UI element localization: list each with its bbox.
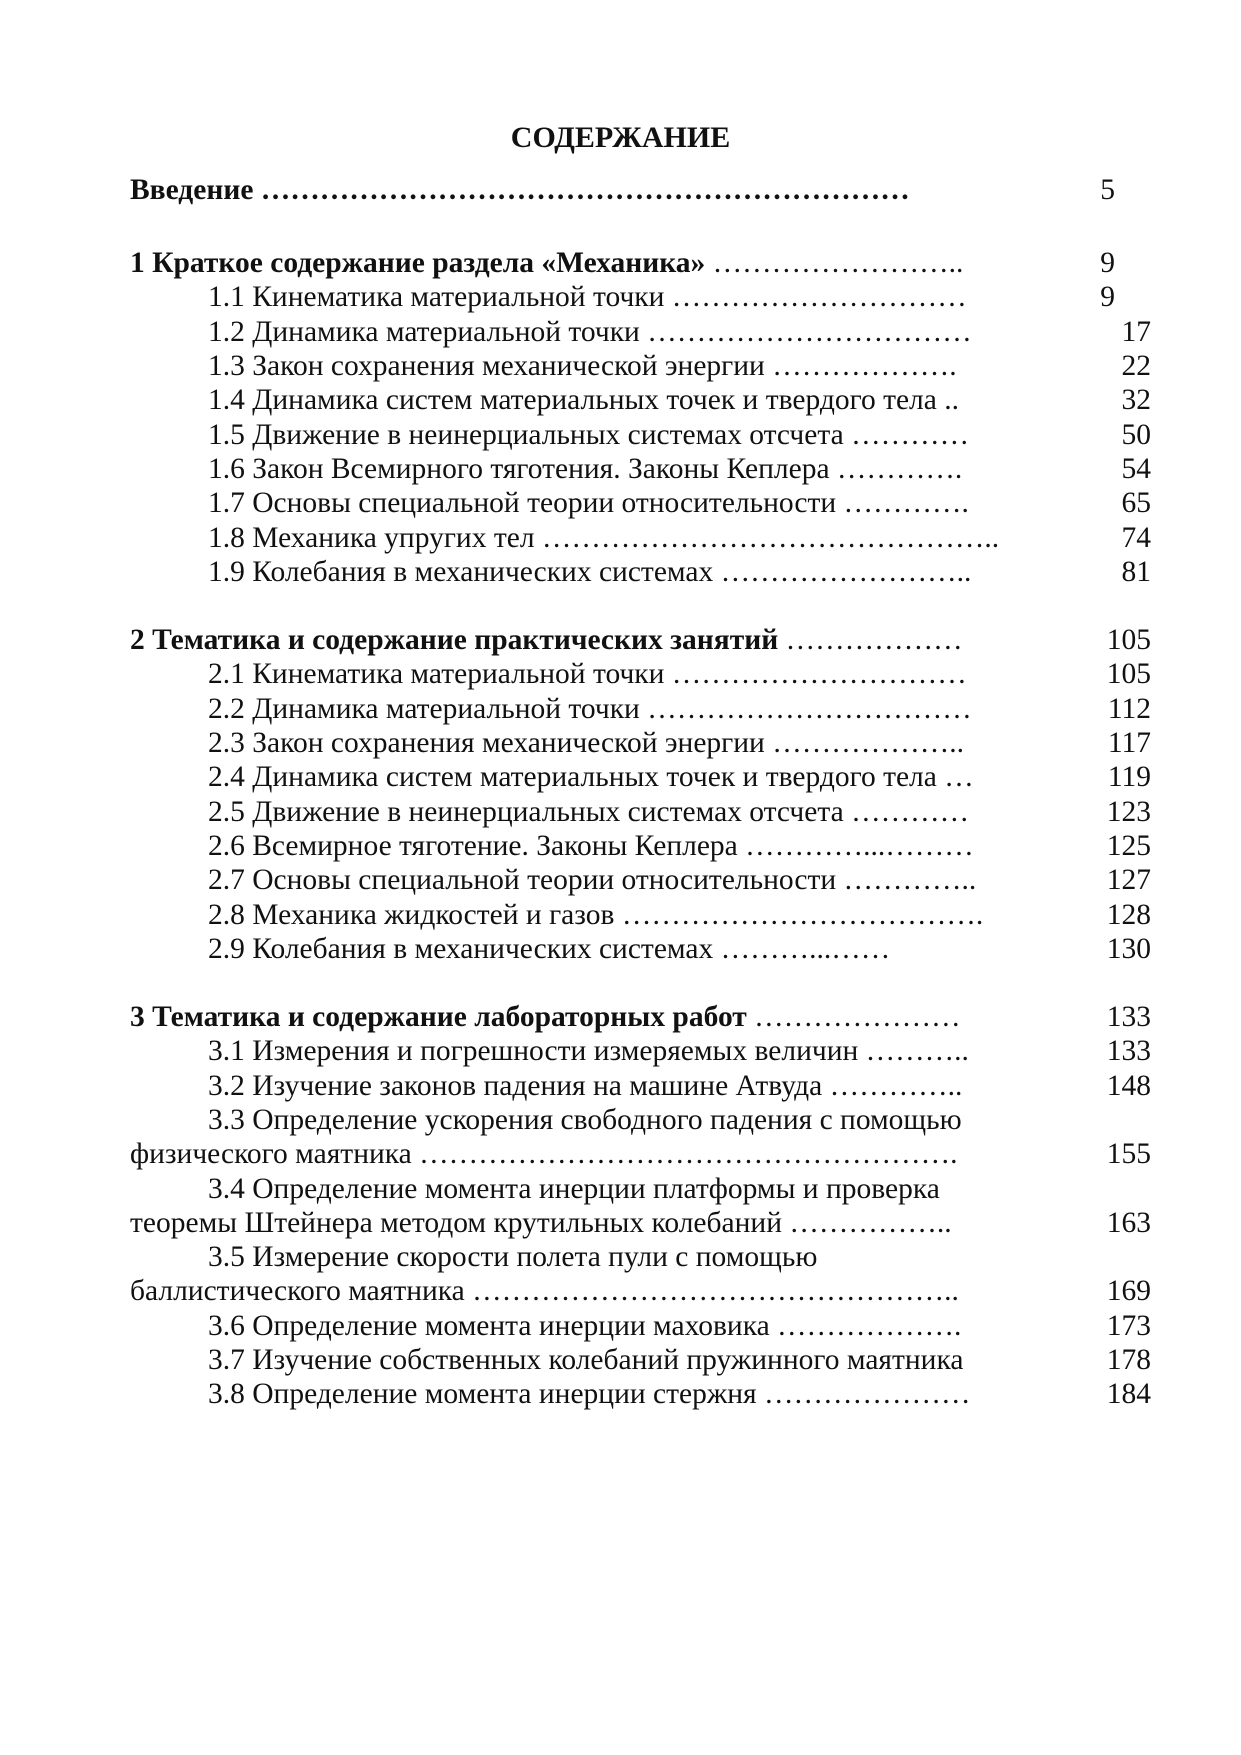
- toc-entry-3-4-line1[interactable]: [130, 1170, 1151, 1208]
- toc-entry-3-3-line1[interactable]: [130, 1101, 1151, 1139]
- entry-title: баллистического маятника …………………………………………..: [130, 1275, 959, 1307]
- toc-entry-2-3[interactable]: [130, 724, 1151, 762]
- entry-title: 1.4 Динамика систем материальных точек и твердого тела ..: [208, 384, 959, 416]
- toc-entry-3-8[interactable]: [130, 1375, 1151, 1413]
- page-number: 74: [1121, 522, 1151, 554]
- page-number: 117: [1107, 727, 1151, 759]
- page-number: 173: [1106, 1310, 1151, 1342]
- entry-title: физического маятника ……………………………………………….: [130, 1138, 958, 1170]
- entry-title: 2.7 Основы специальной теории относительности …………..: [208, 864, 977, 896]
- toc-entry-3-1[interactable]: [130, 1032, 1151, 1070]
- entry-title: 1.7 Основы специальной теории относительности ………….: [208, 487, 969, 519]
- toc-entry-1-5[interactable]: [130, 416, 1151, 454]
- page-number: 50: [1121, 419, 1151, 451]
- page-number: 105: [1106, 624, 1151, 656]
- page-number: 148: [1106, 1070, 1151, 1102]
- page-title: СОДЕРЖАНИЕ: [510, 121, 731, 154]
- entry-title: 3.7 Изучение собственных колебаний пружинного маятника: [208, 1344, 964, 1376]
- toc-section-2[interactable]: [130, 621, 1151, 659]
- page-number: 155: [1106, 1138, 1151, 1170]
- page-number: 184: [1106, 1378, 1151, 1410]
- entry-title: 3.2 Изучение законов падения на машине Атвуда …………..: [208, 1070, 963, 1102]
- toc-entry-3-5-line1[interactable]: [130, 1238, 1151, 1276]
- page-number: 133: [1106, 1035, 1151, 1067]
- entry-title: 3.8 Определение момента инерции стержня …………………: [208, 1378, 971, 1410]
- toc-entry-3-6[interactable]: [130, 1307, 1151, 1345]
- entry-title: 2.8 Механика жидкостей и газов ……………………………….: [208, 899, 984, 931]
- page-number: 81: [1121, 556, 1151, 588]
- entry-title: 2.9 Колебания в механических системах ………...……: [208, 933, 891, 965]
- toc-entry-2-9[interactable]: [130, 930, 1151, 968]
- page-number: 105: [1106, 658, 1151, 690]
- entry-title: 1 Краткое содержание раздела «Механика» ……………………..: [130, 247, 964, 279]
- page-number: 54: [1121, 453, 1151, 485]
- page-number: 9: [1100, 247, 1115, 279]
- page-number: 178: [1106, 1344, 1151, 1376]
- page-number: 128: [1106, 899, 1151, 931]
- entry-title: 2.4 Динамика систем материальных точек и твердого тела …: [208, 761, 974, 793]
- entry-title: 3.4 Определение момента инерции платформы и проверка: [208, 1173, 940, 1205]
- entry-title: 3.3 Определение ускорения свободного падения с помощью: [208, 1104, 962, 1136]
- entry-title: 1.6 Закон Всемирного тяготения. Законы Кеплера ………….: [208, 453, 963, 485]
- page-number: 5: [1100, 174, 1115, 206]
- toc-entry-3-3-line2[interactable]: [130, 1135, 1151, 1173]
- entry-title: 2 Тематика и содержание практических занятий ………………: [130, 624, 963, 656]
- entry-title: 2.6 Всемирное тяготение. Законы Кеплера …………...………: [208, 830, 974, 862]
- entry-title: 1.3 Закон сохранения механической энергии ……………….: [208, 350, 957, 382]
- toc-section-1[interactable]: [130, 244, 1151, 282]
- toc-entry-2-7[interactable]: [130, 861, 1151, 899]
- page-number: 133: [1106, 1001, 1151, 1033]
- entry-title: 2.2 Динамика материальной точки ……………………………: [208, 693, 972, 725]
- toc-entry-2-4[interactable]: [130, 758, 1151, 796]
- page-number: 130: [1106, 933, 1151, 965]
- page-number: 32: [1121, 384, 1151, 416]
- entry-title: 1.2 Динамика материальной точки ……………………………: [208, 316, 972, 348]
- page-number: 112: [1107, 693, 1151, 725]
- toc-entry-1-7[interactable]: [130, 484, 1151, 522]
- toc-entry-1-4[interactable]: [130, 381, 1151, 419]
- page-number: 119: [1107, 761, 1151, 793]
- toc-entry-1-2[interactable]: [130, 313, 1151, 351]
- entry-title: Введение …………………………………………………………: [130, 174, 910, 206]
- page-number: 22: [1121, 350, 1151, 382]
- entry-title: 1.1 Кинематика материальной точки …………………………: [208, 281, 967, 313]
- page-number: 127: [1106, 864, 1151, 896]
- page-number: 9: [1100, 281, 1115, 313]
- entry-title: 3.5 Измерение скорости полета пули с помощью: [208, 1241, 818, 1273]
- entry-title: 2.5 Движение в неинерциальных системах отсчета …………: [208, 796, 970, 828]
- page-number: 17: [1121, 316, 1151, 348]
- entry-title: 2.1 Кинематика материальной точки …………………………: [208, 658, 967, 690]
- page-number: 125: [1106, 830, 1151, 862]
- entry-title: теоремы Штейнера методом крутильных колебаний ……………..: [130, 1207, 952, 1239]
- entry-title: 3 Тематика и содержание лабораторных работ …………………: [130, 1001, 961, 1033]
- toc-entry-1-9[interactable]: [130, 553, 1151, 591]
- toc-entry-2-1[interactable]: [130, 655, 1151, 693]
- page-number: 169: [1106, 1275, 1151, 1307]
- toc-entry-3-2[interactable]: [130, 1067, 1151, 1105]
- page-number: 65: [1121, 487, 1151, 519]
- entry-title: 3.6 Определение момента инерции маховика ……………….: [208, 1310, 962, 1342]
- entry-title: 1.5 Движение в неинерциальных системах отсчета …………: [208, 419, 970, 451]
- toc-entry-2-8[interactable]: [130, 896, 1151, 934]
- toc-entry-3-4-line2[interactable]: [130, 1204, 1151, 1242]
- entry-title: 1.8 Механика упругих тел ………………………………………..: [208, 522, 1000, 554]
- page-number: 123: [1106, 796, 1151, 828]
- toc-entry-2-5[interactable]: [130, 793, 1151, 831]
- page-number: 163: [1106, 1207, 1151, 1239]
- entry-title: 2.3 Закон сохранения механической энергии ………………..: [208, 727, 964, 759]
- toc-entry-2-2[interactable]: [130, 690, 1151, 728]
- toc-entry-1-6[interactable]: [130, 450, 1151, 488]
- toc-entry-3-7[interactable]: [130, 1341, 1151, 1379]
- toc-entry-1-3[interactable]: [130, 347, 1151, 385]
- toc-entry-1-1[interactable]: [130, 278, 1151, 316]
- toc-section-3[interactable]: [130, 998, 1151, 1036]
- entry-title: 1.9 Колебания в механических системах ……………………..: [208, 556, 972, 588]
- toc-entry-1-8[interactable]: [130, 519, 1151, 557]
- toc-entry-introduction[interactable]: [130, 171, 1151, 209]
- toc-entry-3-5-line2[interactable]: [130, 1272, 1151, 1310]
- entry-title: 3.1 Измерения и погрешности измеряемых величин ………..: [208, 1035, 969, 1067]
- toc-entry-2-6[interactable]: [130, 827, 1151, 865]
